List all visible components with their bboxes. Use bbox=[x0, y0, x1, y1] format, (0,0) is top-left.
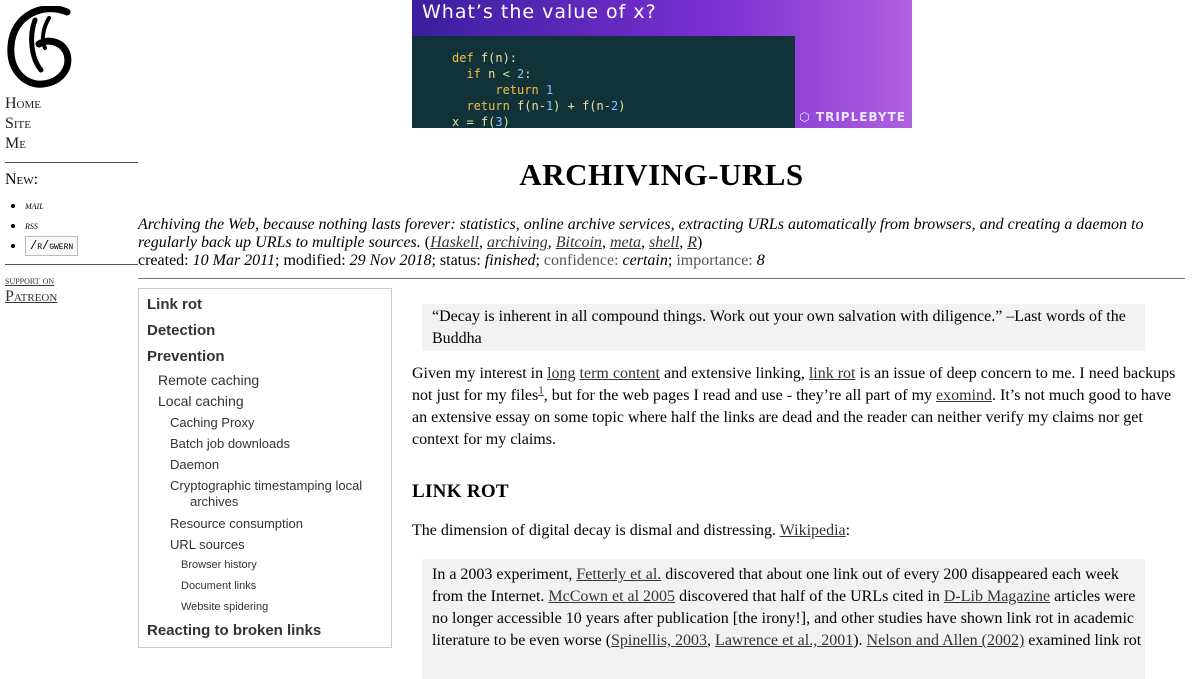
epigraph: “Decay is inherent in all compound things. Work out your own salvation with diligence.” –Last words of the Buddha bbox=[422, 304, 1145, 351]
banner-question: What’s the value of x? bbox=[422, 1, 657, 23]
link-long[interactable]: long bbox=[547, 365, 576, 382]
toc-detection[interactable]: Detection bbox=[147, 322, 216, 339]
toc-remote-caching[interactable]: Remote caching bbox=[158, 372, 260, 388]
section-paragraph: The dimension of digital decay is dismal and distressing. Wikipedia: bbox=[412, 522, 851, 539]
toc-link-rot[interactable]: Link rot bbox=[147, 296, 202, 313]
section-title-link-rot: LINK ROT bbox=[412, 481, 509, 502]
footnote-1[interactable]: 1 bbox=[538, 384, 544, 397]
nav-me[interactable]: Me bbox=[5, 135, 26, 152]
link-term-content[interactable]: term content bbox=[579, 365, 660, 382]
link-link-rot[interactable]: link rot bbox=[808, 365, 856, 382]
tag-meta[interactable]: meta bbox=[609, 234, 642, 251]
page-metadata: created: 10 Mar 2011; modified: 29 Nov 2018; status: finished; confidence: certain; importance: 8 bbox=[138, 252, 765, 269]
new-item-rss[interactable]: • rss bbox=[25, 215, 138, 235]
link-mccown[interactable]: McCown et al 2005 bbox=[548, 588, 676, 605]
banner-brand: ⬡ TRIPLEBYTE bbox=[799, 110, 906, 124]
link-fetterly[interactable]: Fetterly et al. bbox=[576, 566, 662, 583]
importance-value: 8 bbox=[756, 252, 765, 269]
toc-daemon[interactable]: Daemon bbox=[170, 457, 220, 472]
tag-archiving[interactable]: archiving bbox=[486, 234, 548, 251]
confidence-value: certain bbox=[622, 252, 668, 269]
link-nelson-allen[interactable]: Nelson and Allen (2002) bbox=[866, 632, 1025, 649]
tag-shell[interactable]: shell bbox=[649, 234, 680, 251]
status-value: finished bbox=[484, 252, 536, 269]
link-spinellis[interactable]: Spinellis, 2003 bbox=[611, 632, 708, 649]
link-exomind[interactable]: exomind bbox=[936, 387, 993, 404]
sidebar bbox=[5, 6, 138, 306]
sidebar-divider bbox=[5, 162, 138, 163]
toc-caching-proxy[interactable]: Caching Proxy bbox=[170, 415, 255, 430]
page-description: Archiving the Web, because nothing lasts forever: statistics, online archive services, extracting URLs automatically from browsers, and creating a daemon to regularly back up URLs to multiple sources. (Haskell, archiving, Bitcoin, meta, shell, R) bbox=[138, 216, 1144, 251]
table-of-contents bbox=[138, 288, 392, 648]
link-lawrence[interactable]: Lawrence et al., 2001 bbox=[715, 632, 854, 649]
new-list bbox=[5, 195, 138, 256]
created-date: 10 Mar 2011 bbox=[192, 252, 275, 269]
article-body bbox=[412, 296, 1180, 679]
modified-date: 29 Nov 2018 bbox=[349, 252, 432, 269]
tag-list: (Haskell, archiving, Bitcoin, meta, shell, R) bbox=[424, 234, 703, 251]
new-item-mail[interactable]: • mail bbox=[25, 195, 138, 215]
new-label: New: bbox=[5, 171, 39, 188]
tag-r[interactable]: R bbox=[687, 234, 698, 251]
toc-local-caching[interactable]: Local caching bbox=[158, 393, 244, 409]
toc-website-spidering[interactable]: Website spidering bbox=[181, 601, 269, 613]
toc-url-sources[interactable]: URL sources bbox=[170, 537, 245, 552]
reddit-link[interactable]: /r/gwern bbox=[25, 236, 78, 256]
toc-prevention[interactable]: Prevention bbox=[147, 348, 225, 365]
triplebyte-banner-ad[interactable] bbox=[412, 0, 912, 128]
toc-crypto-timestamping[interactable]: Cryptographic timestamping local archives bbox=[170, 478, 363, 509]
tag-haskell[interactable]: Haskell bbox=[430, 234, 479, 251]
toc-browser-history[interactable]: Browser history bbox=[181, 559, 257, 571]
toc-document-links[interactable]: Document links bbox=[181, 580, 257, 592]
link-dlib[interactable]: D-Lib Magazine bbox=[943, 588, 1051, 605]
header-divider bbox=[138, 278, 1185, 279]
nav-site[interactable]: Site bbox=[5, 115, 31, 132]
toc-reacting[interactable]: Reacting to broken links bbox=[147, 622, 322, 639]
new-item-reddit[interactable] bbox=[25, 235, 138, 256]
toc-batch-job[interactable]: Batch job downloads bbox=[170, 436, 290, 451]
page-title: ARCHIVING-URLS bbox=[519, 157, 804, 192]
wikipedia-quote: In a 2003 experiment, Fetterly et al. discovered that about one link out of every 200 disappeared each week from the Internet. McCown et al 2005 discovered that half of the URLs cited in D-Lib Magazine articles were no longer accessible 10 years after publication [the irony!], and other studies have shown link rot in academic literature to be even worse (Spinellis, 2003, Lawrence et al., 2001). Nelson and Allen (2002) examined link rot bbox=[422, 559, 1145, 679]
toc-resource-consumption[interactable]: Resource consumption bbox=[170, 516, 303, 531]
gwern-logo-icon[interactable] bbox=[5, 6, 75, 88]
sidebar-divider-2 bbox=[5, 264, 138, 265]
banner-code: def f(n): if n < 2: return 1 return f(n-1) + f(n-2) x = f(3) bbox=[412, 36, 795, 128]
link-wikipedia[interactable]: Wikipedia bbox=[779, 522, 846, 539]
intro-paragraph: Given my interest in long term content and extensive linking, link rot is an issue of deep concern to me. I need backups not just for my files$^1$, but for the web pages I read and use - they’re all part of my exomind. It’s not much good to have an extensive essay on some topic where half the links are dead and the reader can neither verify my claims nor get context for my claims. bbox=[412, 365, 1176, 448]
patreon-link[interactable]: Patreon bbox=[5, 288, 58, 305]
nav-home[interactable]: Home bbox=[5, 95, 41, 112]
support-link[interactable]: support on bbox=[5, 273, 55, 287]
tag-bitcoin[interactable]: Bitcoin bbox=[555, 234, 602, 251]
